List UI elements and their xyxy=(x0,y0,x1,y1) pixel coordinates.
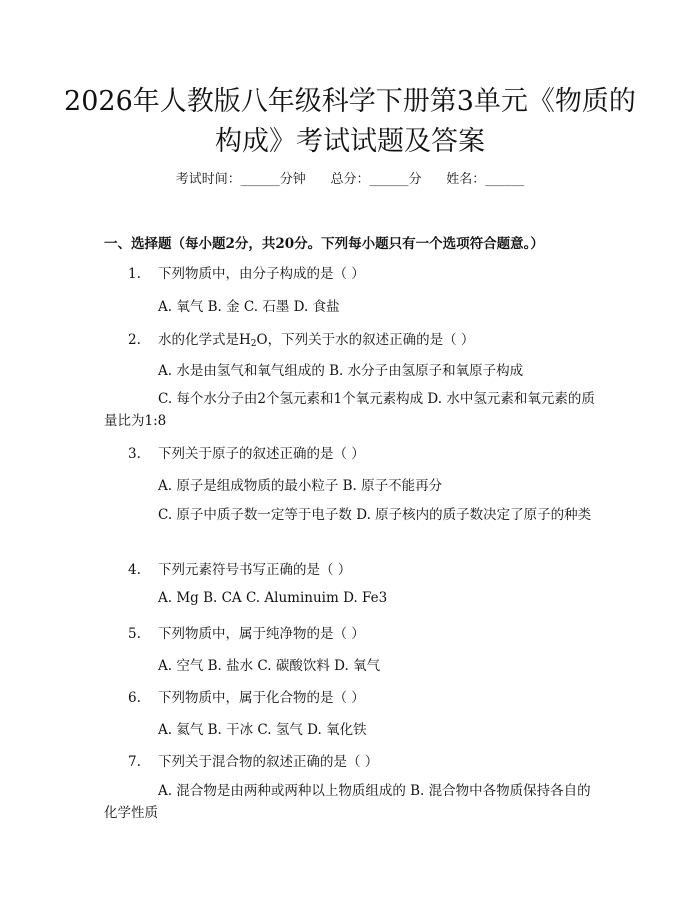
subscript: 2 xyxy=(250,339,257,349)
question-2 xyxy=(128,328,474,349)
question-stem-pre: 水的化学式是H xyxy=(158,332,251,348)
question-stem: 下列物质中，由分子构成的是（ ） xyxy=(158,266,365,282)
question-number: 2. xyxy=(128,332,141,348)
question-3-options-cd: C. 原子中质子数一定等于电子数 D. 原子核内的质子数决定了原子的种类 xyxy=(158,507,592,523)
exam-info-line: 考试时间：______分钟 总分：______分 姓名：______ xyxy=(175,172,525,187)
question-2-options-ab: A. 水是由氢气和氧气组成的 B. 水分子由氢原子和氧原子构成 xyxy=(158,363,524,379)
question-stem: 下列关于原子的叙述正确的是（ ） xyxy=(158,446,365,462)
section-heading: 一、选择题（每小题2分，共20分。下列每小题只有一个选项符合题意。） xyxy=(104,236,544,252)
document-title: 2026年人教版八年级科学下册第3单元《物质的构成》考试试题及答案 xyxy=(64,86,636,157)
question-stem: 下列物质中，属于纯净物的是（ ） xyxy=(158,626,365,642)
question-3 xyxy=(128,442,365,462)
question-number: 6. xyxy=(128,690,141,706)
question-5-options: A. 空气 B. 盐水 C. 碳酸饮料 D. 氧气 xyxy=(158,658,381,674)
question-4 xyxy=(128,558,351,578)
question-stem: 下列关于混合物的叙述正确的是（ ） xyxy=(158,754,379,770)
question-2-options-cd: C. 每个水分子由2个氢元素和1个氧元素构成 D. 水中氢元素和氧元素的质量比为1:8 xyxy=(104,391,595,429)
question-5 xyxy=(128,622,365,642)
question-number: 1. xyxy=(128,266,141,282)
question-stem-post: O，下列关于水的叙述正确的是（ ） xyxy=(256,332,475,348)
question-6 xyxy=(128,686,365,706)
question-number: 4. xyxy=(128,562,141,578)
question-3-options-ab: A. 原子是组成物质的最小粒子 B. 原子不能再分 xyxy=(158,478,443,494)
question-6-options: A. 氦气 B. 干冰 C. 氢气 D. 氧化铁 xyxy=(158,722,367,738)
question-1 xyxy=(128,262,365,282)
question-number: 3. xyxy=(128,446,141,462)
question-number: 5. xyxy=(128,626,141,642)
question-7-options: A. 混合物是由两种或两种以上物质组成的 B. 混合物中各物质保持各自的化学性质 xyxy=(104,783,591,821)
question-7 xyxy=(128,750,378,770)
question-1-options: A. 氧气 B. 金 C. 石墨 D. 食盐 xyxy=(158,299,340,315)
question-stem: 下列元素符号书写正确的是（ ） xyxy=(158,562,352,578)
question-stem: 下列物质中，属于化合物的是（ ） xyxy=(158,690,365,706)
question-number: 7. xyxy=(128,754,141,770)
question-4-options: A. Mg B. CA C. Aluminuim D. Fe3 xyxy=(158,590,388,606)
